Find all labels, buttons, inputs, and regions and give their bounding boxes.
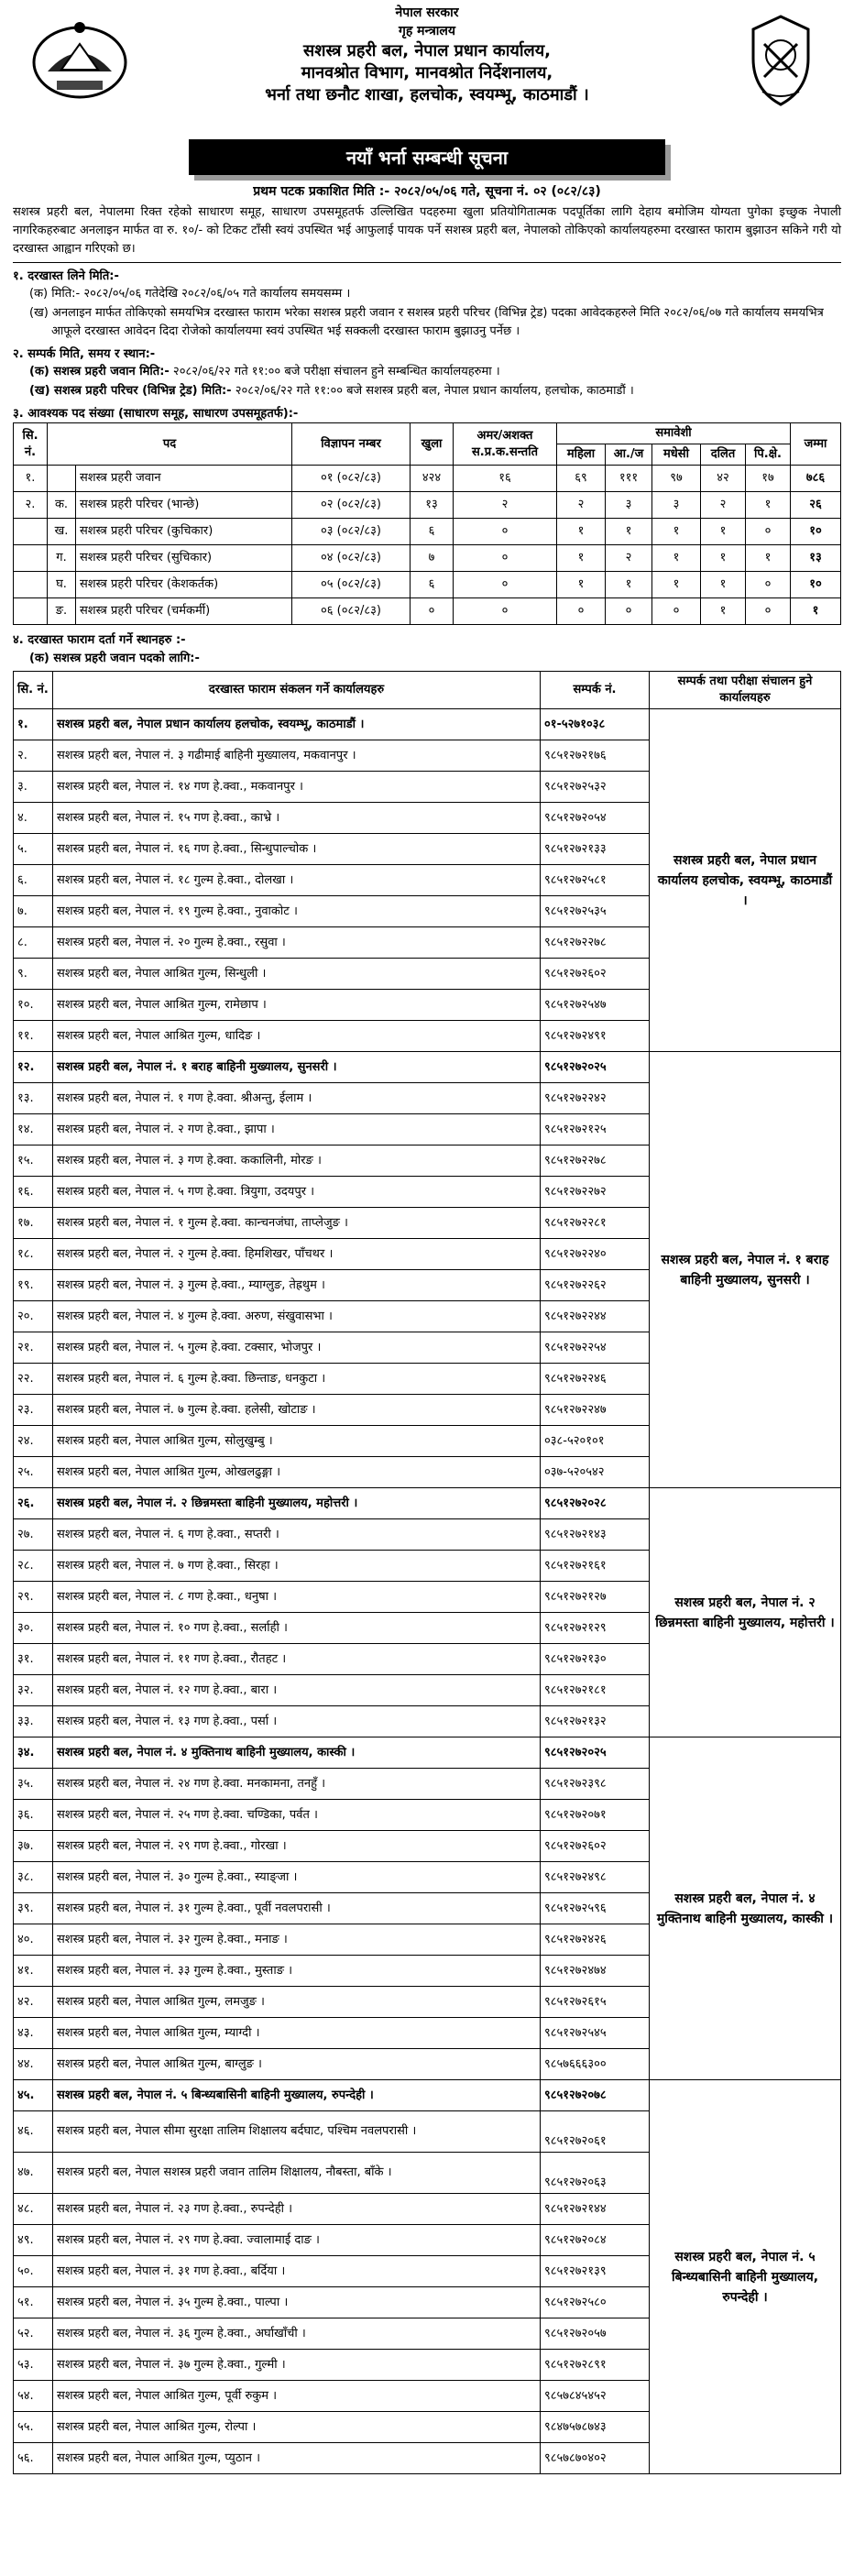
cell-phone: ९८५१२७२०७८ [541,2080,650,2111]
cell-office: सशस्त्र प्रहरी बल, नेपाल नं. २५ गण हे.क्वा. चण्डिका, पर्वत । [53,1800,541,1831]
cell-office: सशस्त्र प्रहरी बल, नेपाल नं. ५ गण हे.क्वा. त्रियुगा, उदयपुर । [53,1177,541,1208]
cell-sn: २४. [14,1426,53,1457]
cell-amar: ० [454,545,557,572]
cell-office: सशस्त्र प्रहरी बल, नेपाल आश्रित गुल्म, रोल्पा । [53,2412,541,2443]
cell-women: १ [557,545,606,572]
cell-phone: ९८५१२७२१६१ [541,1551,650,1582]
cell-office: सशस्त्र प्रहरी बल, नेपाल आश्रित गुल्म, बाग्लुङ । [53,2049,541,2080]
cell-phone: ९८५१२७२२५४ [541,1332,650,1364]
cell-office: सशस्त्र प्रहरी बल, नेपाल नं. १३ गण हे.क्वा., पर्सा । [53,1706,541,1737]
cell-sn: ४१. [14,1956,53,1987]
cell-office: सशस्त्र प्रहरी बल, नेपाल आश्रित गुल्म, धादिङ । [53,1021,541,1052]
cell-ad: ०४ (०८२/८३) [292,545,411,572]
cell-phone: ९८५१२७२२४० [541,1239,650,1270]
cell-phone: ९८५१२७२८९१ [541,2350,650,2381]
cell-sn: १८. [14,1239,53,1270]
cell-madhesi: ० [652,598,701,625]
cell-sn: १०. [14,990,53,1021]
cell-sn: ६. [14,865,53,896]
cell-dalit: १ [701,545,746,572]
cell-office: सशस्त्र प्रहरी बल, नेपाल नं. २ छिन्नमस्ता बाहिनी मुख्यालय, महोत्तरी । [53,1488,541,1519]
cell-office: सशस्त्र प्रहरी बल, नेपाल नं. १ गुल्म हे.क्वा. कान्चनजंघा, ताप्लेजुङ । [53,1208,541,1239]
cell-sn: ३३. [14,1706,53,1737]
cell-sn: ५३. [14,2350,53,2381]
cell-phone: ९८५१२७२१२५ [541,1114,650,1145]
cell-sn [14,598,48,625]
cell-phone: ९८५१२७२६०२ [541,1831,650,1862]
cell-madhesi: ३ [652,492,701,519]
cell-post: सशस्त्र प्रहरी परिचर (कुचिकार) [76,519,292,545]
cell-sn: १२. [14,1052,53,1083]
cell-sub: क. [48,492,76,519]
table-row [14,572,841,598]
cell-phone: ९८५१२७२२४२ [541,1083,650,1114]
cell-backward: १ [746,492,791,519]
cell-sub: घ. [48,572,76,598]
cell-exam-office: सशस्त्र प्रहरी बल, नेपाल नं. १ बराह बाहिनी मुख्यालय, सुनसरी । [650,1052,841,1488]
cell-dalit: १ [701,572,746,598]
cell-ad: ०१ (०८२/८३) [292,466,411,492]
cell-phone: ९८५१२७२४९१ [541,1021,650,1052]
cell-ad: ०५ (०८२/८३) [292,572,411,598]
header-line-3: सशस्त्र प्रहरी बल, नेपाल प्रधान कार्यालय, [303,41,551,60]
cell-sub [48,466,76,492]
cell-office: सशस्त्र प्रहरी बल, नेपाल नं. ४ मुक्तिनाथ बाहिनी मुख्यालय, कास्की । [53,1737,541,1769]
cell-office: सशस्त्र प्रहरी बल, नेपाल नं. २ गुल्म हे.क्वा. हिमशिखर, पाँचथर । [53,1239,541,1270]
col-sn: सि. नं. [14,423,48,466]
cell-aj: ० [606,598,652,625]
col-aj: आ./ज [606,444,652,466]
col-dalit: दलित [701,444,746,466]
cell-post: सशस्त्र प्रहरी परिचर (सुचिकार) [76,545,292,572]
cell-aj: ३ [606,492,652,519]
table-row [14,2080,841,2111]
cell-phone: ९८५१२७२५८१ [541,865,650,896]
cell-phone: ९८५१२७२५३५ [541,896,650,927]
cell-sn: ३८. [14,1862,53,1893]
section-1-title: १. दरखास्त लिने मिति:- [13,269,119,283]
cell-exam-office: सशस्त्र प्रहरी बल, नेपाल नं. ४ मुक्तिनाथ बाहिनी मुख्यालय, कास्की । [650,1737,841,2080]
cell-phone: ९८५७८४५४५२ [541,2381,650,2412]
cell-women: ० [557,598,606,625]
cell-post: सशस्त्र प्रहरी जवान [76,466,292,492]
cell-sn: २१. [14,1332,53,1364]
cell-phone: ९८४७५७८७४३ [541,2412,650,2443]
cell-phone: ९८५१२७२४७४ [541,1956,650,1987]
cell-office: सशस्त्र प्रहरी बल, नेपाल नं. ५ बिन्ध्यबासिनी बाहिनी मुख्यालय, रुपन्देही । [53,2080,541,2111]
header-line-2: गृह मन्त्रालय [398,24,456,38]
cell-office: सशस्त्र प्रहरी बल, नेपाल नं. ३७ गुल्म हे.क्वा., गुल्मी । [53,2350,541,2381]
cell-phone: ९८५१२७२१३० [541,1644,650,1675]
cell-office: सशस्त्र प्रहरी बल, नेपाल नं. २ गण हे.क्वा., झापा । [53,1114,541,1145]
cell-phone: ९८५१२७२२७८ [541,927,650,959]
cell-sn: २९. [14,1582,53,1613]
cell-dalit: १ [701,519,746,545]
cell-office: सशस्त्र प्रहरी बल, नेपाल नं. १५ गण हे.क्वा., काभ्रे । [53,803,541,834]
cell-total: १० [791,572,841,598]
cell-amar: ० [454,572,557,598]
cell-phone: ९८५१२७२०८४ [541,2225,650,2256]
notice-banner: नयाँ भर्ना सम्बन्धी सूचना [189,139,665,175]
cell-post: सशस्त्र प्रहरी परिचर (भान्छे) [76,492,292,519]
cell-open: ० [411,598,454,625]
cell-women: ६९ [557,466,606,492]
cell-office: सशस्त्र प्रहरी बल, नेपाल नं. २९ गण हे.क्वा. ज्वालामाई दाङ । [53,2225,541,2256]
cell-sn: ५. [14,834,53,865]
cell-total: १३ [791,545,841,572]
cell-madhesi: ९७ [652,466,701,492]
cell-phone: ९८५१२७२२७८ [541,1145,650,1177]
cell-office: सशस्त्र प्रहरी बल, नेपाल नं. १४ गण हे.क्वा., मकवानपुर । [53,772,541,803]
cell-phone: ९८५१२७२१३३ [541,834,650,865]
col-office-sn: सि. नं. [14,672,53,709]
col-exam-office: सम्पर्क तथा परीक्षा संचालन हुने कार्यालयहरु [650,672,841,709]
cell-phone: ९८५१२७२२४७ [541,1395,650,1426]
cell-sn: ३६. [14,1800,53,1831]
cell-office: सशस्त्र प्रहरी बल, नेपाल नं. ५ गुल्म हे.क्वा. टक्सार, भोजपुर । [53,1332,541,1364]
nepal-emblem-icon [29,16,130,101]
cell-office: सशस्त्र प्रहरी बल, नेपाल आश्रित गुल्म, रामेछाप । [53,990,541,1021]
cell-sn: ५५. [14,2412,53,2443]
cell-sn [14,519,48,545]
cell-sn: २. [14,492,48,519]
cell-phone: ९८५१२७२२८१ [541,1208,650,1239]
section-2-ka-label: (क) सशस्त्र प्रहरी जवान मिति:- [29,365,170,378]
cell-phone: ०३७-५२०५४२ [541,1457,650,1488]
cell-aj: १ [606,519,652,545]
cell-office: सशस्त्र प्रहरी बल, नेपाल आश्रित गुल्म, सोलुखुम्बु । [53,1426,541,1457]
cell-office: सशस्त्र प्रहरी बल, नेपाल आश्रित गुल्म, प्युठान । [53,2443,541,2474]
col-office: दरखास्त फाराम संकलन गर्ने कार्यालयहरु [53,672,541,709]
cell-sn: ४३. [14,2018,53,2049]
cell-phone: ९८५१२७२१४४ [541,2194,650,2225]
cell-sn: ३७. [14,1831,53,1862]
cell-sn [14,545,48,572]
cell-office: सशस्त्र प्रहरी बल, नेपाल नं. ६ गुल्म हे.क्वा. छिन्ताङ, धनकुटा । [53,1364,541,1395]
table-row [14,1488,841,1519]
cell-sn: ७. [14,896,53,927]
cell-total: १ [791,598,841,625]
cell-sub: ङ. [48,598,76,625]
cell-phone: ९८५१२७२६०२ [541,959,650,990]
section-2-ka [29,363,841,381]
cell-office: सशस्त्र प्रहरी बल, नेपाल नं. ११ गण हे.क्वा., रौतहट । [53,1644,541,1675]
cell-sn: ४५. [14,2080,53,2111]
cell-sn: ३९. [14,1893,53,1924]
cell-sn: ३४. [14,1737,53,1769]
cell-office: सशस्त्र प्रहरी बल, नेपाल नं. २० गुल्म हे.क्वा., रसुवा । [53,927,541,959]
col-post: पद [48,423,292,466]
cell-backward: ० [746,519,791,545]
cell-sn: ४. [14,803,53,834]
cell-backward: १७ [746,466,791,492]
cell-madhesi: १ [652,545,701,572]
divider [13,262,841,263]
cell-women: १ [557,519,606,545]
cell-office: सशस्त्र प्रहरी बल, नेपाल नं. १८ गुल्म हे.क्वा., दोलखा । [53,865,541,896]
cell-sub: ग. [48,545,76,572]
cell-phone: ९८५७८७०४०२ [541,2443,650,2474]
cell-office: सशस्त्र प्रहरी बल, नेपाल नं. ३१ गुल्म हे.क्वा., पूर्वी नवलपरासी । [53,1893,541,1924]
cell-phone: ९८५१२७२०७१ [541,1800,650,1831]
cell-sn: १७. [14,1208,53,1239]
cell-office: सशस्त्र प्रहरी बल, नेपाल नं. ३५ गुल्म हे.क्वा., पाल्पा । [53,2287,541,2318]
table-row [14,545,841,572]
cell-sn: ४८. [14,2194,53,2225]
cell-sn: ५४. [14,2381,53,2412]
cell-sn: ४७. [14,2153,53,2194]
cell-open: ६ [411,572,454,598]
cell-phone: ९८५१२७२०६१ [541,2111,650,2153]
cell-sn: ११. [14,1021,53,1052]
cell-amar: २ [454,492,557,519]
cell-sn: २५. [14,1457,53,1488]
cell-phone: ९८५१२७२२६२ [541,1270,650,1301]
cell-sn: ३२. [14,1675,53,1706]
section-4-subtitle: (क) सशस्त्र प्रहरी जवान पदको लागि:- [29,652,200,665]
cell-sn: ३०. [14,1613,53,1644]
cell-office: सशस्त्र प्रहरी बल, नेपाल नं. १६ गण हे.क्वा., सिन्धुपाल्चोक । [53,834,541,865]
cell-office: सशस्त्र प्रहरी बल, नेपाल नं. २९ गण हे.क्वा., गोरखा । [53,1831,541,1862]
cell-sn: ४९. [14,2225,53,2256]
cell-phone: ९८५१२७२१७६ [541,740,650,772]
cell-amar: ० [454,519,557,545]
cell-open: १३ [411,492,454,519]
header-line-4: मानवश्रोत विभाग, मानवश्रोत निर्देशनालय, [301,63,553,82]
letterhead [13,0,841,137]
cell-phone: ९८५१२७२१८१ [541,1675,650,1706]
cell-sn: ९. [14,959,53,990]
cell-sn: १९. [14,1270,53,1301]
publication-line: प्रथम पटक प्रकाशित मिति :- २०८२/०५/०६ गते, सूचना नं. ०२ (०८२/८३) [253,184,601,199]
cell-phone: ९८५१२७२२४६ [541,1364,650,1395]
cell-office: सशस्त्र प्रहरी बल, नेपाल नं. ३ गण हे.क्वा. ककालिनी, मोरङ । [53,1145,541,1177]
cell-ad: ०६ (०८२/८३) [292,598,411,625]
cell-exam-office: सशस्त्र प्रहरी बल, नेपाल नं. ५ बिन्ध्यबासिनी बाहिनी मुख्यालय, रुपन्देही । [650,2080,841,2474]
cell-backward: ० [746,572,791,598]
cell-office: सशस्त्र प्रहरी बल, नेपाल नं. ३२ गुल्म हे.क्वा., मनाङ । [53,1924,541,1956]
cell-office: सशस्त्र प्रहरी बल, नेपाल नं. १ बराह बाहिनी मुख्यालय, सुनसरी । [53,1052,541,1083]
cell-office: सशस्त्र प्रहरी बल, नेपाल नं. ३ गुल्म हे.क्वा., म्याग्लुङ, तेह्रथुम । [53,1270,541,1301]
cell-post: सशस्त्र प्रहरी परिचर (केशकर्तक) [76,572,292,598]
intro-paragraph: सशस्त्र प्रहरी बल, नेपालमा रिक्त रहेको साधारण समूह, साधारण उपसमूहतर्फ उल्लिखित पदहरुमा खुला प्रतियोगितात्मक पदपूर्तिका लागि देहाय बमोजिम योग्यता पुगेका इच्छुक नेपाली नागरिकहरुबाट अनलाइन मार्फत वा रु. १०/- को टिकट टाँसी स्वयं उपस्थित भई आफुलाई पायक पर्ने सशस्त्र प्रहरी बल, नेपालको तोकिएको कार्यालयहरुमा दरखास्त फाराम बुझाउन सकिने गरी यो दरखास्त आह्वान गरिएको छ। [13,205,841,256]
cell-phone: ९८५१२७२३९८ [541,1769,650,1800]
offices-table [13,671,841,2474]
cell-sn: २३. [14,1395,53,1426]
cell-sn: ४०. [14,1924,53,1956]
cell-office: सशस्त्र प्रहरी बल, नेपाल नं. ३१ गण हे.क्वा., बर्दिया । [53,2256,541,2287]
cell-sn: ४२. [14,1987,53,2018]
section-3-title: ३. आवश्यक पद संख्या (साधारण समूह, साधारण उपसमूहतर्फ):- [13,407,299,421]
cell-office: सशस्त्र प्रहरी बल, नेपाल नं. ३६ गुल्म हे.क्वा., अर्घाखाँची । [53,2318,541,2350]
cell-sn: १५. [14,1145,53,1177]
cell-phone: ०१-५२७१०३८ [541,709,650,740]
table-row [14,1737,841,1769]
table-row [14,1052,841,1083]
cell-madhesi: १ [652,572,701,598]
section-1-kha: (ख) अनलाइन मार्फत तोकिएको समयभित्र दरखास्त फाराम भरेका सशस्त्र प्रहरी जवान र सशस्त्र प्रहरी परिचर (विभिन्न ट्रेड) पदका आवेदकहरुले मिति २०८२/०६/०७ गते कार्यालय समयभित्र आफूले दरखास्त आवेदन दिदा रोजेको कार्यालयमा स्वयं उपस्थित भई सक्कली दरखास्त फाराम बुझाउनु पर्नेछ । [29,306,824,338]
cell-phone: ९८५१२७२५४७ [541,990,650,1021]
header-line-1: नेपाल सरकार [395,5,459,20]
cell-office: सशस्त्र प्रहरी बल, नेपाल नं. ७ गुल्म हे.क्वा. हलेसी, खोटाङ । [53,1395,541,1426]
cell-phone: ९८५१२७२१२७ [541,1582,650,1613]
cell-sn: १३. [14,1083,53,1114]
cell-phone: ९८५७६६६३०० [541,2049,650,2080]
apf-emblem-icon [737,11,825,110]
cell-dalit: ४२ [701,466,746,492]
cell-phone: ९८५१२७२५३२ [541,772,650,803]
cell-sn: ३१. [14,1644,53,1675]
cell-exam-office: सशस्त्र प्रहरी बल, नेपाल प्रधान कार्यालय हलचोक, स्वयम्भू, काठमाडौं । [650,709,841,1052]
cell-phone: ९८५१२७२०६३ [541,2153,650,2194]
cell-women: १ [557,572,606,598]
cell-sn: ५२. [14,2318,53,2350]
cell-sn: २६. [14,1488,53,1519]
cell-phone: ९८५१२७२५४५ [541,2018,650,2049]
cell-ad: ०२ (०८२/८३) [292,492,411,519]
cell-phone: ९८५१२७२०२५ [541,1052,650,1083]
cell-office: सशस्त्र प्रहरी बल, नेपाल नं. ३३ गुल्म हे.क्वा., मुस्ताङ । [53,1956,541,1987]
col-total: जम्मा [791,423,841,466]
cell-office: सशस्त्र प्रहरी बल, नेपाल आश्रित गुल्म, लमजुङ । [53,1987,541,2018]
cell-sn: २८. [14,1551,53,1582]
col-madhesi: मधेसी [652,444,701,466]
cell-office: सशस्त्र प्रहरी बल, नेपाल आश्रित गुल्म, सिन्धुली । [53,959,541,990]
table-row [14,519,841,545]
col-backward: पि.क्षे. [746,444,791,466]
section-2-kha-text: २०८२/०६/२२ गते ११:०० बजे सशस्त्र प्रहरी बल, नेपाल प्रधान कार्यालय, हलचोक, काठमाडौं । [231,384,634,398]
cell-dalit: २ [701,492,746,519]
cell-phone: ९८५१२७२१३९ [541,2256,650,2287]
cell-office: सशस्त्र प्रहरी बल, नेपाल नं. ७ गण हे.क्वा., सिरहा । [53,1551,541,1582]
cell-phone: ९८५१२७२२४४ [541,1301,650,1332]
cell-office: सशस्त्र प्रहरी बल, नेपाल नं. १९ गुल्म हे.क्वा., नुवाकोट । [53,896,541,927]
cell-sn: २. [14,740,53,772]
cell-amar: ० [454,598,557,625]
cell-women: २ [557,492,606,519]
section-4-title: ४. दरखास्त फाराम दर्ता गर्ने स्थानहरु :- [13,633,186,647]
cell-phone: ०३८-५२०१०१ [541,1426,650,1457]
cell-phone: ९८५१२७२६१५ [541,1987,650,2018]
cell-sn: १. [14,466,48,492]
cell-backward: १ [746,545,791,572]
header-line-5: भर्ना तथा छनौट शाखा, हलचोक, स्वयम्भू, काठमाडौं । [265,85,589,104]
cell-open: ६ [411,519,454,545]
cell-phone: ९८५१२७२१२९ [541,1613,650,1644]
section-2-title: २. सम्पर्क मिति, समय र स्थान:- [13,347,156,361]
cell-office: सशस्त्र प्रहरी बल, नेपाल प्रधान कार्यालय हलचोक, स्वयम्भू, काठमाडौं । [53,709,541,740]
cell-sn: २७. [14,1519,53,1551]
cell-total: २६ [791,492,841,519]
cell-office: सशस्त्र प्रहरी बल, नेपाल नं. ३० गुल्म हे.क्वा., स्याङ्जा । [53,1862,541,1893]
cell-sn: ८. [14,927,53,959]
table-row [14,492,841,519]
cell-total: १० [791,519,841,545]
cell-sn: ३. [14,772,53,803]
cell-sn: ५०. [14,2256,53,2287]
col-ad: विज्ञापन नम्बर [292,423,411,466]
cell-phone: ९८५१२७२१३२ [541,1706,650,1737]
section-1-ka: (क) मिति:- २०८२/०५/०६ गतेदेखि २०८२/०६/०५ गते कार्यालय समयसम्म । [29,287,351,301]
cell-sn: ५६. [14,2443,53,2474]
cell-office: सशस्त्र प्रहरी बल, नेपाल नं. २३ गण हे.क्वा., रुपन्देही । [53,2194,541,2225]
cell-office: सशस्त्र प्रहरी बल, नेपाल नं. १ गण हे.क्वा. श्रीअन्तु, ईलाम । [53,1083,541,1114]
cell-sn: २२. [14,1364,53,1395]
table-row [14,466,841,492]
cell-dalit: १ [701,598,746,625]
cell-office: सशस्त्र प्रहरी बल, नेपाल नं. २४ गण हे.क्वा. मनकामना, तनहुँ । [53,1769,541,1800]
cell-office: सशस्त्र प्रहरी बल, नेपाल नं. ३ गढीमाई बाहिनी मुख्यालय, मकवानपुर । [53,740,541,772]
col-inclusive: समावेशी [557,423,791,444]
posts-table [13,422,841,625]
cell-total: ७८६ [791,466,841,492]
cell-exam-office: सशस्त्र प्रहरी बल, नेपाल नं. २ छिन्नमस्ता बाहिनी मुख्यालय, महोत्तरी । [650,1488,841,1737]
col-amar: अमर/अशक्त स.प्र.क.सन्तति [454,423,557,466]
cell-open: ७ [411,545,454,572]
cell-office: सशस्त्र प्रहरी बल, नेपाल आश्रित गुल्म, म्याग्दी । [53,2018,541,2049]
cell-backward: ० [746,598,791,625]
cell-post: सशस्त्र प्रहरी परिचर (चर्मकर्मी) [76,598,292,625]
cell-amar: १६ [454,466,557,492]
cell-office: सशस्त्र प्रहरी बल, नेपाल नं. ६ गण हे.क्वा., सप्तरी । [53,1519,541,1551]
section-2-ka-text: २०८२/०६/२२ गते ११:०० बजे परीक्षा संचालन हुने सम्बन्धित कार्यालयहरुमा । [169,365,500,378]
cell-aj: १११ [606,466,652,492]
cell-aj: १ [606,572,652,598]
cell-madhesi: १ [652,519,701,545]
cell-phone: ९८५१२७२२७२ [541,1177,650,1208]
cell-sn: १६. [14,1177,53,1208]
cell-office: सशस्त्र प्रहरी बल, नेपाल नं. ८ गण हे.क्वा., धनुषा । [53,1582,541,1613]
col-women: महिला [557,444,606,466]
cell-ad: ०३ (०८२/८३) [292,519,411,545]
cell-office: सशस्त्र प्रहरी बल, नेपाल नं. १२ गण हे.क्वा., बारा । [53,1675,541,1706]
cell-office: सशस्त्र प्रहरी बल, नेपाल सशस्त्र प्रहरी जवान तालिम शिक्षालय, नौबस्ता, बाँके । [53,2153,541,2194]
cell-phone: ९८५१२७२१४३ [541,1519,650,1551]
cell-sn [14,572,48,598]
cell-phone: ९८५१२७२०२५ [541,1737,650,1769]
cell-open: ४२४ [411,466,454,492]
cell-sn: ४६. [14,2111,53,2153]
cell-phone: ९८५१२७२५८० [541,2287,650,2318]
cell-phone: ९८५१२७२०२८ [541,1488,650,1519]
table-row [14,598,841,625]
cell-sn: १४. [14,1114,53,1145]
cell-aj: २ [606,545,652,572]
cell-sn: १. [14,709,53,740]
cell-sn: ४४. [14,2049,53,2080]
cell-office: सशस्त्र प्रहरी बल, नेपाल नं. ४ गुल्म हे.क्वा. अरुण, संखुवासभा । [53,1301,541,1332]
cell-phone: ९८५१२७२४२६ [541,1924,650,1956]
cell-office: सशस्त्र प्रहरी बल, नेपाल सीमा सुरक्षा तालिम शिक्षालय बर्दघाट, पश्चिम नवलपरासी । [53,2111,541,2153]
cell-sn: ५१. [14,2287,53,2318]
cell-phone: ९८५१२७२०५७ [541,2318,650,2350]
cell-office: सशस्त्र प्रहरी बल, नेपाल आश्रित गुल्म, ओखलढुङ्गा । [53,1457,541,1488]
section-2-kha-label: (ख) सशस्त्र प्रहरी परिचर (विभिन्न ट्रेड) मिति:- [29,384,232,398]
cell-phone: ९८५१२७२०५४ [541,803,650,834]
cell-sub: ख. [48,519,76,545]
cell-sn: २०. [14,1301,53,1332]
cell-office: सशस्त्र प्रहरी बल, नेपाल आश्रित गुल्म, पूर्वी रुकुम । [53,2381,541,2412]
col-open: खुला [411,423,454,466]
col-phone: सम्पर्क नं. [541,672,650,709]
section-2-kha [29,382,841,400]
cell-phone: ९८५१२७२४९८ [541,1862,650,1893]
cell-office: सशस्त्र प्रहरी बल, नेपाल नं. १० गण हे.क्वा., सर्लाही । [53,1613,541,1644]
table-row [14,709,841,740]
cell-sn: ३५. [14,1769,53,1800]
cell-phone: ९८५१२७२५९६ [541,1893,650,1924]
